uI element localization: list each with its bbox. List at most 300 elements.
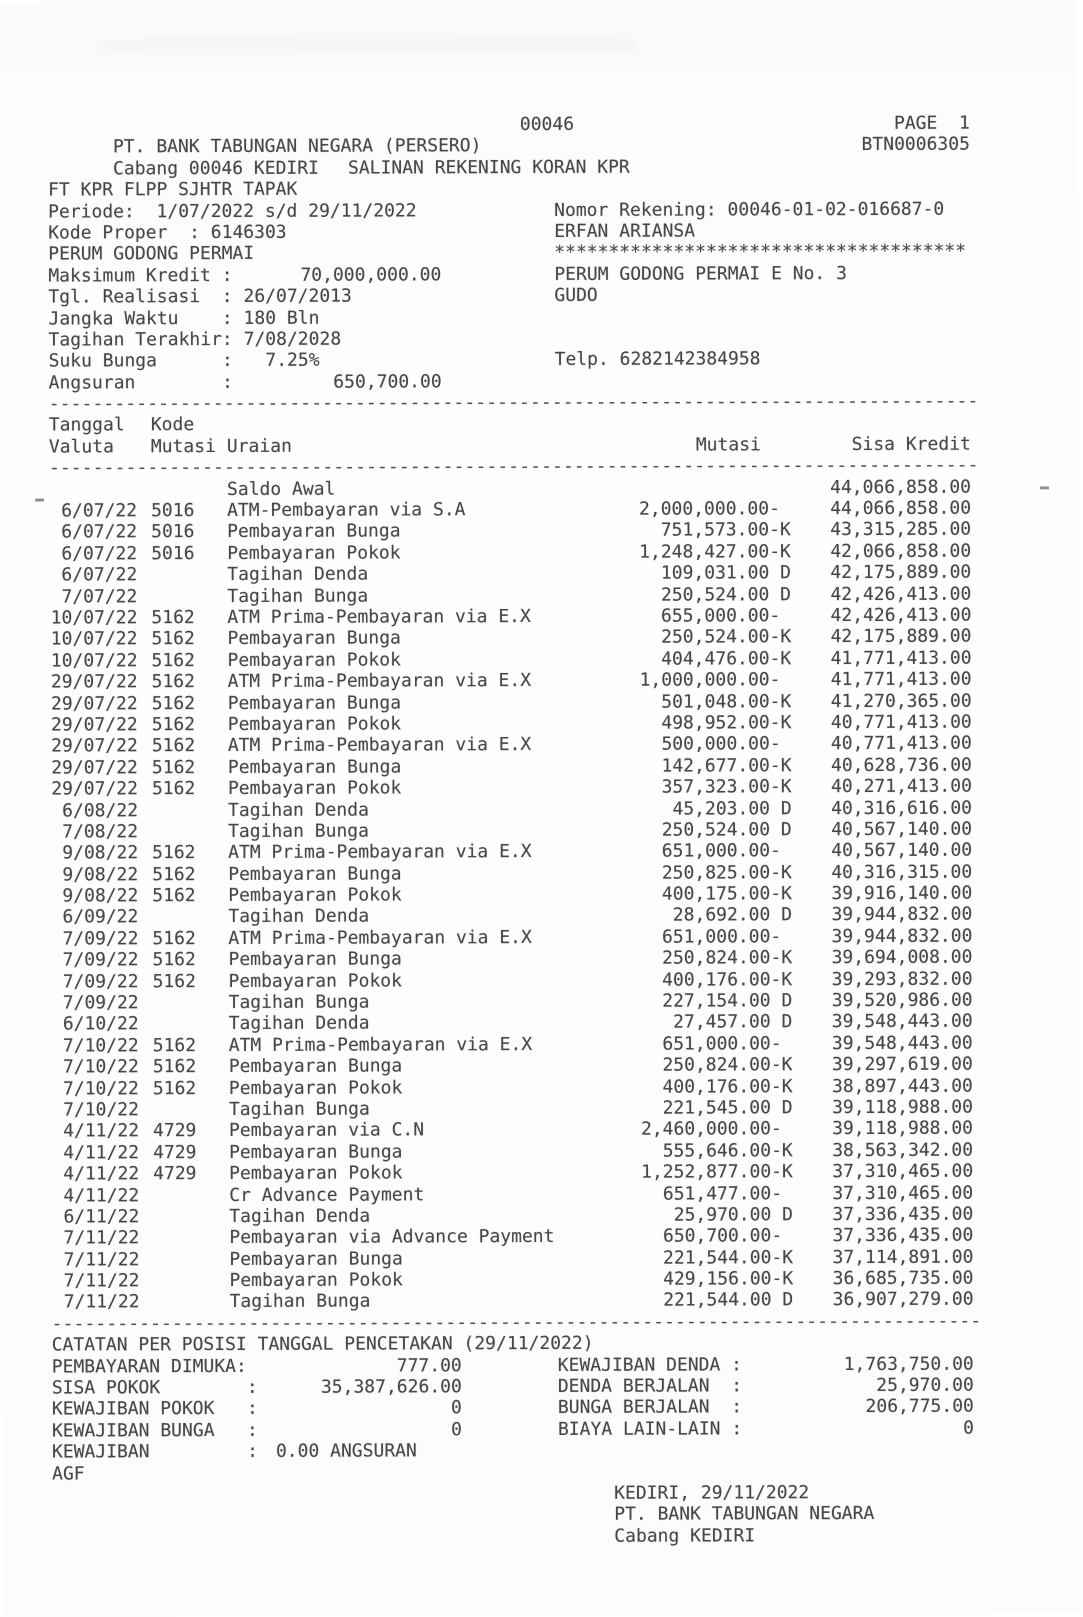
table-row (50, 754, 972, 778)
row-uraian: Pembayaran Bunga (229, 1248, 403, 1270)
branch-code-center: 00046 (519, 113, 575, 136)
separator-line: ------------------------------------------------------------------------------------- (51, 1310, 982, 1335)
info-row-maksimum-kredit (48, 262, 970, 286)
sisa-pokok-value: 35,387,626.00 (320, 1376, 462, 1398)
jangka-waktu-value: 180 Bln (243, 307, 320, 329)
row-sisa-kredit: 40,567,140.00 (831, 818, 973, 840)
row-sisa-kredit: 39,944,832.00 (831, 925, 973, 947)
row-kode-mutasi (138, 907, 204, 929)
kewajiban-denda-value: 1,763,750.00 (843, 1353, 974, 1375)
row-uraian: Pembayaran Pokok (227, 713, 402, 735)
row-mutasi-suffix: - (769, 498, 780, 520)
row-mutasi-amount: 250,825.00 (661, 861, 771, 884)
table-row (49, 583, 971, 607)
row-date: 7/09/22 (62, 928, 139, 950)
column-header-tanggal: Tanggal (48, 414, 125, 437)
row-mutasi-suffix: -K (770, 883, 792, 905)
row-mutasi-suffix: D (769, 797, 792, 819)
row-mutasi-amount: 751,573.00 (660, 519, 770, 542)
pembayaran-dimuka-label: PEMBAYARAN DIMUKA: (51, 1355, 247, 1378)
row-date: 7/10/22 (62, 1077, 139, 1100)
row-sisa-kredit: 37,336,435.00 (832, 1203, 974, 1226)
row-kode-mutasi (139, 1249, 205, 1271)
signature-branch: Cabang KEDIRI (614, 1525, 756, 1547)
row-mutasi-suffix: -K (771, 1268, 794, 1290)
row-sisa-kredit: 39,297,619.00 (831, 1053, 973, 1076)
row-sisa-kredit: 41,771,413.00 (830, 668, 972, 691)
row-kode-mutasi (139, 1206, 205, 1228)
info-row-tgl-realisasi (48, 284, 970, 308)
row-mutasi-amount: 651,477.00 (662, 1182, 772, 1205)
table-row (50, 819, 972, 843)
table-row (49, 498, 971, 522)
row-uraian: Pembayaran Pokok (227, 777, 402, 800)
row-mutasi-suffix: -K (771, 1161, 793, 1183)
kewajiban-bunga-value: 0 (451, 1419, 462, 1441)
stars-separator: ************************************** (554, 241, 967, 264)
row-kode-mutasi (137, 479, 203, 501)
table-row (51, 1054, 973, 1078)
row-kode-mutasi (137, 564, 203, 586)
row-mutasi-suffix: -K (769, 541, 791, 563)
column-header-uraian: Uraian (226, 435, 292, 457)
table-row (51, 1268, 973, 1292)
column-header-valuta: Valuta (48, 436, 114, 458)
table-row (50, 861, 972, 885)
row-mutasi-suffix: D (771, 1204, 794, 1226)
row-date: 6/07/22 (61, 521, 138, 543)
kode-proper-value: 6146303 (210, 221, 287, 243)
angsuran-value: 650,700.00 (333, 370, 442, 393)
tgl-realisasi-value: 26/07/2013 (243, 285, 352, 308)
row-kode-mutasi: 5162 (151, 649, 195, 671)
row-mutasi-amount: 2,460,000.00 (640, 1118, 772, 1141)
row-mutasi-suffix: -K (769, 754, 792, 776)
row-uraian: Pembayaran Pokok (229, 1162, 403, 1185)
row-date: 9/08/22 (62, 885, 139, 907)
row-mutasi-amount: 404,476.00 (661, 648, 770, 670)
column-header-mutasi-kode: Mutasi (150, 435, 216, 458)
page-number: PAGE 1 (893, 112, 970, 134)
row-date: 10/07/22 (50, 650, 138, 672)
row-uraian: Tagihan Bunga (229, 1291, 371, 1313)
info-row-perum (48, 241, 970, 265)
row-mutasi-amount: 500,000.00 (661, 733, 770, 755)
bunga-berjalan-value: 206,775.00 (865, 1396, 974, 1418)
row-uraian: Pembayaran Bunga (229, 1141, 403, 1163)
row-sisa-kredit: 37,114,891.00 (832, 1246, 974, 1268)
row-sisa-kredit: 43,315,285.00 (830, 519, 972, 541)
row-sisa-kredit: 39,548,443.00 (831, 1011, 973, 1033)
row-sisa-kredit: 40,567,140.00 (831, 839, 973, 862)
row-uraian: Tagihan Denda (227, 799, 369, 821)
row-mutasi-suffix: -K (769, 626, 792, 648)
row-uraian: Pembayaran Bunga (227, 520, 401, 543)
row-kode-mutasi: 4729 (153, 1163, 197, 1185)
row-uraian: ATM Prima-Pembayaran via E.X (227, 734, 532, 757)
row-mutasi-amount: 655,000.00 (660, 605, 770, 627)
row-sisa-kredit: 40,271,413.00 (831, 775, 972, 798)
row-mutasi-amount: 250,824.00 (662, 1054, 771, 1076)
document-title: SALINAN REKENING KORAN KPR (347, 156, 630, 179)
table-row (51, 1225, 973, 1249)
row-mutasi-suffix: - (770, 1118, 782, 1140)
row-kode-mutasi: 4729 (153, 1141, 197, 1163)
table-row (50, 947, 972, 971)
row-kode-mutasi (138, 800, 204, 822)
table-row (51, 1204, 973, 1228)
row-kode-mutasi: 4729 (152, 1120, 197, 1142)
row-kode-mutasi (139, 1099, 205, 1121)
row-date: 7/09/22 (62, 949, 139, 971)
row-kode-mutasi (139, 1013, 205, 1035)
separator-line: ------------------------------------------------------------------------------------- (48, 454, 979, 479)
catatan-columns (52, 1353, 975, 1548)
suku-bunga-label: Suku Bunga : (48, 350, 266, 372)
row-date (49, 479, 137, 501)
row-sisa-kredit: 39,944,832.00 (831, 904, 973, 926)
row-mutasi-suffix: - (769, 605, 781, 627)
row-sisa-kredit: 44,066,858.00 (830, 476, 972, 498)
row-uraian: Saldo Awal (226, 478, 336, 500)
row-kode-mutasi: 5016 (151, 521, 195, 543)
row-mutasi-amount: 25,970.00 (673, 1204, 772, 1226)
agf-label: AGF (52, 1463, 85, 1485)
row-mutasi-suffix: -K (770, 947, 793, 969)
table-row (51, 1161, 973, 1185)
table-row (49, 540, 971, 564)
row-date: 29/07/22 (51, 735, 138, 757)
row-kode-mutasi (139, 992, 205, 1014)
catatan-right-column (558, 1353, 975, 1547)
kewajiban-pokok-label: KEWAJIBAN POKOK : (51, 1398, 258, 1420)
row-uraian: ATM Prima-Pembayaran via E.X (227, 670, 532, 693)
tagihan-terakhir-value: 7/08/2028 (243, 328, 342, 350)
row-mutasi-suffix: D (770, 1011, 793, 1033)
row-date: 9/08/22 (62, 842, 139, 864)
table-row (50, 712, 972, 736)
info-row-periode (48, 198, 970, 222)
table-row (51, 990, 973, 1014)
kewajiban-denda-label: KEWAJIBAN DENDA : (557, 1354, 743, 1376)
row-mutasi-amount: 1,252,877.00 (641, 1161, 772, 1183)
kode-proper-label: Kode Proper : (48, 221, 211, 244)
row-date: 7/08/22 (62, 821, 139, 843)
catatan-left-column (52, 1355, 473, 1549)
table-row (49, 626, 971, 650)
kewajiban-label: KEWAJIBAN : (51, 1441, 258, 1463)
row-kode-mutasi: 5162 (151, 778, 196, 800)
maksimum-kredit-value: 70,000,000.00 (300, 264, 442, 286)
row-sisa-kredit: 36,907,279.00 (832, 1289, 974, 1311)
row-sisa-kredit: 36,685,735.00 (832, 1267, 974, 1290)
row-date: 6/07/22 (61, 564, 138, 586)
row-sisa-kredit: 41,771,413.00 (830, 647, 972, 669)
row-uraian: Pembayaran Bunga (228, 1055, 403, 1078)
row-uraian: Tagihan Bunga (228, 820, 369, 842)
nomor-rekening-label: Nomor Rekening: (554, 198, 728, 221)
row-kode-mutasi (138, 821, 204, 843)
row-date: 7/10/22 (62, 1056, 139, 1078)
row-uraian: Pembayaran Pokok (227, 649, 401, 671)
table-row (50, 733, 972, 757)
row-mutasi-suffix: - (770, 926, 782, 948)
row-kode-mutasi: 5162 (151, 714, 196, 736)
branch-name: Cabang 00046 KEDIRI (112, 157, 319, 180)
sisa-pokok-label: SISA POKOK : (51, 1376, 258, 1399)
row-kode-mutasi: 5016 (151, 542, 195, 565)
row-uraian: Tagihan Bunga (228, 1098, 370, 1120)
row-sisa-kredit: 37,336,435.00 (832, 1224, 974, 1247)
row-mutasi-suffix: -K (771, 1246, 794, 1268)
row-date: 29/07/22 (50, 671, 138, 693)
row-sisa-kredit: 38,563,342.00 (832, 1139, 974, 1161)
table-row (52, 1289, 974, 1313)
suku-bunga-value: 7.25% (265, 349, 320, 372)
row-kode-mutasi: 5162 (151, 756, 196, 778)
row-sisa-kredit: 40,316,315.00 (831, 861, 973, 883)
bunga-berjalan-label: BUNGA BERJALAN : (557, 1396, 743, 1419)
scan-artifact-right (1040, 486, 1049, 489)
row-sisa-kredit: 42,426,413.00 (830, 583, 972, 605)
info-row-angsuran (49, 369, 971, 393)
row-mutasi-suffix: -K (771, 1139, 793, 1162)
row-mutasi-amount: 501,048.00 (661, 690, 770, 713)
row-mutasi-suffix: - (770, 840, 782, 862)
row-uraian: Pembayaran via Advance Payment (229, 1226, 555, 1249)
row-sisa-kredit: 37,310,465.00 (832, 1160, 974, 1183)
row-sisa-kredit: 42,066,858.00 (830, 540, 972, 562)
row-date: 29/07/22 (51, 714, 138, 736)
row-mutasi-suffix: - (769, 669, 781, 691)
row-uraian: Pembayaran Pokok (227, 542, 401, 564)
tagihan-terakhir-label: Tagihan Terakhir: (48, 328, 244, 351)
telp-label: Telp. (554, 349, 620, 371)
row-uraian: ATM-Pembayaran via S.A (227, 499, 466, 522)
row-date: 6/07/22 (61, 500, 138, 522)
table-row (50, 669, 972, 693)
row-kode-mutasi: 5162 (152, 970, 196, 992)
row-mutasi-amount: 400,175.00 (661, 883, 771, 905)
row-sisa-kredit: 38,897,443.00 (831, 1075, 973, 1097)
row-mutasi-amount: 221,545.00 (662, 1097, 771, 1119)
debitur-name: ERFAN ARIANSA (554, 220, 696, 242)
table-row (51, 1032, 973, 1056)
table-row (50, 647, 972, 671)
row-uraian: Tagihan Bunga (228, 991, 370, 1013)
table-row (50, 883, 972, 907)
row-kode-mutasi: 5162 (152, 1077, 197, 1099)
row-mutasi-amount: 2,000,000.00 (638, 498, 770, 520)
row-date: 7/07/22 (61, 585, 138, 608)
row-mutasi-suffix: -K (770, 968, 793, 990)
table-row (51, 1075, 973, 1099)
table-row (51, 1139, 973, 1163)
row-sisa-kredit: 39,520,986.00 (831, 989, 973, 1012)
row-sisa-kredit: 40,628,736.00 (830, 754, 972, 776)
row-sisa-kredit: 42,175,889.00 (830, 561, 972, 584)
row-uraian: Cr Advance Payment (229, 1183, 425, 1206)
info-row-jangka-waktu (48, 305, 970, 329)
kewajiban-value: 0.00 ANGSURAN (275, 1440, 417, 1463)
row-mutasi-amount: 250,524.00 (660, 583, 770, 606)
row-uraian: Pembayaran via C.N (228, 1119, 425, 1142)
product-line: FT KPR FLPP SJHTR TAPAK (48, 178, 298, 201)
table-row (50, 904, 972, 928)
row-mutasi-suffix: - (769, 733, 781, 755)
table-header-row-1 (49, 412, 971, 436)
row-uraian: Pembayaran Bunga (227, 691, 402, 714)
row-sisa-kredit: 39,118,988.00 (832, 1096, 973, 1119)
row-kode-mutasi (139, 1185, 205, 1207)
row-uraian: Tagihan Denda (229, 1205, 371, 1227)
table-row (51, 1011, 973, 1035)
row-kode-mutasi (140, 1292, 206, 1314)
row-sisa-kredit: 42,426,413.00 (830, 604, 972, 627)
row-mutasi-amount: 1,000,000.00 (639, 669, 770, 691)
row-sisa-kredit: 39,694,008.00 (831, 946, 973, 969)
table-row (49, 605, 971, 629)
row-mutasi-amount: 651,000.00 (661, 926, 771, 948)
table-header-row-2 (49, 434, 971, 458)
row-mutasi-amount: 27,457.00 (673, 1011, 771, 1033)
signature-company: PT. BANK TABUNGAN NEGARA (614, 1503, 875, 1526)
row-mutasi-amount: 651,000.00 (661, 840, 771, 862)
row-uraian: Pembayaran Pokok (229, 1269, 403, 1292)
row-date: 10/07/22 (50, 628, 138, 650)
column-header-mutasi: Mutasi (695, 434, 761, 456)
row-mutasi-amount: 45,203.00 (672, 797, 771, 820)
row-kode-mutasi: 5162 (151, 607, 195, 629)
row-mutasi-amount: 357,323.00 (661, 776, 770, 798)
row-date: 7/11/22 (63, 1248, 140, 1271)
row-kode-mutasi: 5162 (151, 735, 196, 757)
row-mutasi-amount: 650,700.00 (662, 1225, 772, 1247)
row-uraian: ATM Prima-Pembayaran via E.X (227, 606, 531, 628)
row-mutasi-suffix: - (771, 1225, 783, 1247)
row-date: 10/07/22 (50, 607, 138, 629)
table-row (51, 1246, 973, 1270)
row-kode-mutasi (139, 1270, 205, 1292)
column-header-sisa-kredit: Sisa Kredit (851, 433, 971, 455)
nomor-rekening-value: 00046-01-02-016687-0 (727, 198, 945, 220)
info-row-suku-bunga (49, 348, 971, 372)
biaya-lain-lain-label: BIAYA LAIN-LAIN : (557, 1418, 743, 1440)
telp-value: 6282142384958 (619, 348, 761, 371)
row-mutasi-suffix: -K (769, 776, 792, 798)
row-mutasi-amount: 250,524.00 (661, 819, 771, 841)
row-sisa-kredit: 40,316,616.00 (831, 797, 973, 819)
row-uraian: Tagihan Denda (227, 563, 369, 586)
row-mutasi-suffix: -K (769, 690, 792, 712)
row-kode-mutasi: 5162 (152, 885, 196, 907)
row-kode-mutasi: 5162 (152, 842, 196, 864)
row-date: 6/07/22 (61, 543, 138, 565)
row-mutasi-suffix: D (769, 583, 792, 605)
row-mutasi-suffix: -K (769, 647, 792, 670)
row-sisa-kredit: 44,066,858.00 (830, 497, 972, 520)
row-mutasi-amount: 400,176.00 (662, 1075, 771, 1098)
row-date: 4/11/22 (63, 1120, 140, 1142)
row-date: 6/09/22 (62, 906, 139, 928)
table-row (51, 1118, 973, 1142)
table-row (50, 690, 972, 714)
row-uraian: Pembayaran Bunga (228, 863, 402, 885)
row-uraian: Pembayaran Bunga (228, 948, 402, 971)
row-mutasi-amount: 400,176.00 (662, 968, 771, 991)
row-mutasi-suffix: -K (769, 712, 792, 734)
row-mutasi-amount (571, 477, 769, 499)
row-mutasi-suffix: -K (770, 1075, 793, 1097)
catatan-title: CATATAN PER POSISI TANGGAL PENCETAKAN (29/11/2022) (51, 1333, 594, 1356)
row-mutasi-suffix: -K (769, 519, 791, 541)
denda-berjalan-value: 25,970.00 (876, 1374, 974, 1396)
periode-value: 1/07/2022 s/d 29/11/2022 (156, 199, 417, 222)
row-uraian: Pembayaran Bunga (227, 756, 402, 778)
row-date: 7/11/22 (63, 1270, 140, 1292)
row-kode-mutasi: 5162 (151, 692, 196, 714)
row-mutasi-suffix: - (770, 1033, 782, 1055)
row-mutasi-suffix: -K (770, 1054, 793, 1076)
row-mutasi-amount: 142,677.00 (661, 754, 770, 777)
row-uraian: ATM Prima-Pembayaran via E.X (228, 841, 532, 864)
row-uraian: Tagihan Denda (228, 1012, 370, 1035)
row-uraian: Tagihan Bunga (227, 585, 369, 607)
row-sisa-kredit: 42,175,889.00 (830, 626, 972, 648)
table-row (50, 840, 972, 864)
pembayaran-dimuka-value: 777.00 (396, 1354, 462, 1377)
row-mutasi-suffix: -K (770, 861, 792, 883)
debitur-address-2: GUDO (554, 284, 598, 307)
row-mutasi-amount: 28,692.00 (672, 904, 771, 927)
perum-name: PERUM GODONG PERMAI (48, 243, 255, 265)
transaction-rows (49, 476, 974, 1313)
row-date: 6/08/22 (62, 799, 139, 822)
row-mutasi-amount: 221,544.00 (663, 1289, 772, 1312)
document-number: BTN0006305 (861, 134, 970, 156)
row-mutasi-suffix: D (770, 904, 793, 926)
row-kode-mutasi: 5162 (152, 927, 196, 950)
debitur-address-1: PERUM GODONG PERMAI E No. 3 (554, 262, 847, 285)
row-uraian: Pembayaran Pokok (228, 970, 402, 992)
row-kode-mutasi: 5162 (152, 863, 196, 885)
row-uraian: ATM Prima-Pembayaran via E.X (228, 926, 532, 949)
maksimum-kredit-label: Maksimum Kredit : (48, 264, 244, 287)
row-kode-mutasi: 5162 (151, 628, 195, 650)
row-date: 29/07/22 (50, 692, 138, 715)
row-uraian: Tagihan Denda (228, 905, 370, 928)
row-date: 29/07/22 (51, 778, 138, 800)
row-uraian: Pembayaran Pokok (228, 884, 402, 907)
column-header-kode: Kode (150, 414, 195, 436)
row-kode-mutasi: 5162 (151, 671, 195, 693)
row-mutasi-suffix: D (769, 562, 791, 584)
table-row (50, 925, 972, 949)
row-uraian: Pembayaran Pokok (228, 1077, 403, 1099)
row-mutasi-suffix (769, 477, 791, 498)
angsuran-label: Angsuran : (48, 371, 244, 394)
row-mutasi-amount: 555,646.00 (662, 1140, 772, 1162)
table-row (49, 476, 971, 500)
row-mutasi-suffix: D (770, 819, 792, 841)
row-mutasi-amount: 109,031.00 (660, 562, 770, 584)
row-date: 7/10/22 (63, 1099, 139, 1121)
table-row (51, 1097, 973, 1121)
scan-smudge-artifact (98, 38, 638, 54)
row-date: 9/08/22 (62, 863, 139, 886)
row-sisa-kredit: 39,548,443.00 (831, 1032, 973, 1054)
row-mutasi-amount: 250,824.00 (662, 947, 771, 969)
